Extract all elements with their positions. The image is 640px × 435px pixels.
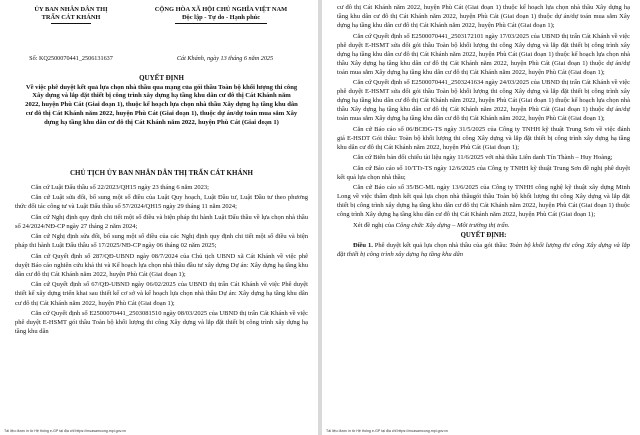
article-1-label: Điều 1. [353, 242, 373, 250]
legal-basis-paragraph: Căn cứ Quyết định số E2500070441_2503081510 ngày 08/03/2025 của UBND thị trấn Cát Khánh về việc phê duyệt E-HSMT gói thầu Toàn bộ khối lượng thi công Xây dựng và lắp đặt thiết bị công trình xây dựng hạ tầng khu dân [15, 309, 308, 336]
decision-title-block [25, 74, 298, 127]
legal-basis-paragraph: cư đô thị Cát Khánh năm 2022, huyện Phù Cát (Giai đoạn 1) thuộc kế hoạch lựa chọn nhà thầu Xây dựng hạ tầng khu dân cư đô thị Cát Khánh năm 2022, huyện Phù Cát (Giai đoạn 1) thuộc dự án/dự toán mua sắm Xây dựng hạ tầng khu dân cư đô thị Cát Khánh năm 2022, huyện Phù Cát (Giai đoạn 1); [337, 4, 630, 30]
legal-basis-paragraph: Căn cứ Báo cáo số 10/TTr-TS ngày 12/6/2025 của Công ty TNHH kỹ thuật Trung Sơn đề nghị phê duyệt kết quả lựa chọn nhà thầu; [337, 164, 630, 181]
article-1 [337, 241, 630, 259]
article-1-package-name: Toàn bộ khối lượng thi công Xây dựng và lắp đặt thiết bị công trình xây dựng hạ tầng khu dân [337, 242, 631, 259]
issuing-authority-line-2: TRẤN CÁT KHÁNH [41, 14, 101, 21]
document-page-right [322, 0, 640, 435]
issuing-official: CHỦ TỊCH ỦY BAN NHÂN DÂN THỊ TRẤN CÁT KHÁNH [70, 169, 253, 177]
request-prefix: Xét đề nghị của [353, 221, 396, 229]
country-name: CỘNG HÒA XÃ HỘI CHỦ NGHĨA VIỆT NAM [154, 6, 288, 13]
decides-heading: QUYẾT ĐỊNH: [460, 232, 507, 240]
issuing-authority [15, 6, 127, 24]
legal-basis-paragraph: Căn cứ Quyết định số 287/QĐ-UBND ngày 08/7/2024 của Chủ tịch UBND xã Cát Khánh về việc phê duyệt Báo cáo nghiên cứu khả thi và Kế hoạch lựa chọn nhà thầu đầu tư xây dựng Dự án: Xây dựng hạ tầng khu dân cư đô thị Cát Khánh năm 2022, huyện Phù Cát (Giai đoạn 1); [15, 252, 308, 278]
motto: Độc lập - Tự do - Hạnh phúc [181, 14, 261, 21]
legal-basis-paragraph: Căn cứ Quyết định số E2500070441_2503241634 ngày 24/03/2025 của UBND thị trấn Cát Khánh về việc phê duyệt E-HSMT sửa đổi gói thầu Toàn bộ khối lượng thi công Xây dựng và lắp đặt thiết bị công trình xây dựng hạ tầng khu dân cư đô thị Cát Khánh năm 2022, huyện Phù Cát (Giai đoạn 1) thuộc kế hoạch lựa chọn nhà thầu Xây dựng hạ tầng khu dân cư đô thị Cát Khánh năm 2022, huyện Phù Cát (Giai đoạn 1) thuộc dự án/dự toán mua sắm Xây dựng hạ tầng khu dân cư đô thị Cát Khánh năm 2022, huyện Phù Cát (Giai đoạn 1); [337, 79, 630, 123]
legal-basis-paragraph: Căn cứ Báo cáo số 35/BC-ML ngày 13/6/2025 của Công ty TNHH công nghệ kỹ thuật xây dựng Minh Long về việc thẩm định kết quả lựa chọn nhà thầugói thầu Toàn bộ khối lượng thi công Xây dựng và lắp đặt thiết bị công trình xây dựng hạ tầng khu dân cư đô thị Cát Khánh năm 2022, huyện Phù Cát (Giai đoạn 1) thuộc công trình Xây dựng hạ tầng khu dân cư đô thị Cát Khánh năm 2022, huyện Phù Cát (Giai đoạn 1); [337, 184, 630, 219]
decision-title: QUYẾT ĐỊNH [139, 74, 184, 82]
request-department: Công chức Xây dựng – Môi trường thị trấn. [395, 221, 510, 229]
document-page-left [0, 0, 318, 435]
document-number: Số: KQ2500070441_2506131637 [29, 55, 113, 62]
document-header [15, 0, 308, 70]
legal-basis-paragraph: Căn cứ Báo cáo số 06/BCĐG-TS ngày 31/5/2025 của Công ty TNHH kỹ thuật Trung Sơn về việc đánh giá E-HSDT Gói thầu: Toàn bộ khối lượng thi công Xây dựng và lắp đặt thiết bị công trình xây dựng hạ tầng khu dân cư đô thị Cát Khánh năm 2022, huyện Phù Cát (Giai đoạn 1); [337, 125, 630, 151]
legal-basis-paragraph: Căn cứ Nghị định quy định chi tiết một số điều và biện pháp thi hành Luật Đấu thầu về lựa chọn nhà thầu số 24/2024/NĐ-CP ngày 27 tháng 2 năm 2024; [15, 213, 308, 230]
document-date: Cát Khánh, ngày 13 tháng 6 năm 2025 [176, 55, 274, 62]
legal-basis-paragraph: Căn cứ Luật sửa đổi, bổ sung một số điều của Luật Quy hoạch, Luật Đầu tư, Luật Đầu tư theo phương thức đối tác công tư và Luật Đấu thầu số 57/2024/QH15 ngày 29 tháng 11 năm 2024; [15, 194, 308, 211]
legal-basis-paragraph: Căn cứ Biên bản đối chiếu tài liệu ngày 11/6/2025 với nhà thầu Liên danh Tín Thành – Huy Hoàng; [353, 154, 613, 162]
legal-basis-paragraph: Căn cứ Quyết định số E2500070441_2503172101 ngày 17/03/2025 của UBND thị trấn Cát Khánh về việc phê duyệt E-HSMT sửa đổi gói thầu Toàn bộ khối lượng thi công Xây dựng và lắp đặt thiết bị công trình xây dựng hạ tầng khu dân cư đô thị Cát Khánh năm 2022, huyện Phù Cát (Giai đoạn 1) thuộc kế hoạch lựa chọn nhà thầu Xây dựng hạ tầng khu dân cư đô thị Cát Khánh năm 2022, huyện Phù Cát (Giai đoạn 1) thuộc dự án/dự toán mua sắm Xây dựng hạ tầng khu dân cư đô thị Cát Khánh năm 2022, huyện Phù Cát (Giai đoạn 1); [337, 32, 630, 76]
decision-subject: Về việc phê duyệt kết quả lựa chọn nhà thầu qua mạng của gói thầu Toàn bộ khối lượng thi công Xây dựng và lắp đặt thiết bị công trình xây dựng hạ tầng khu dân cư đô thị Cát Khánh năm 2022, huyện Phù Cát (Giai đoạn 1), thuộc kế hoạch lựa chọn nhà thầu Xây dựng hạ tầng khu dân cư đô thị Cát Khánh năm 2022, huyện Phù Cát (Giai đoạn 1), thuộc dự án/dự toán mua sắm Xây dựng hạ tầng khu dân cư đô thị Cát Khánh năm 2022, huyện Phù Cát (Giai đoạn 1) [25, 83, 298, 126]
legal-basis-list-continued [337, 3, 630, 261]
header-right-rule [175, 23, 267, 24]
legal-basis-list [15, 183, 308, 337]
legal-basis-paragraph: Căn cứ Nghị định sửa đổi, bổ sung một số điều của các Nghị định quy định chi tiết một số điều và biện pháp thi hành Luật Đấu thầu số 17/2025/NĐ-CP ngày 06 tháng 02 năm 2025; [15, 233, 308, 250]
request-paragraph [337, 221, 630, 230]
page-footer: Tài liệu được in từ Hệ thống e-GP tại địa chỉ https://muasamcong.mpi.gov.vn [4, 429, 126, 433]
national-motto [133, 6, 309, 24]
page-footer: Tài liệu được in từ Hệ thống e-GP tại địa chỉ https://muasamcong.mpi.gov.vn [326, 429, 448, 433]
legal-basis-paragraph: Căn cứ Luật Đấu thầu số 22/2023/QH15 ngày 23 tháng 6 năm 2023; [31, 184, 209, 191]
legal-basis-paragraph: Căn cứ Quyết định số 67/QĐ-UBND ngày 06/02/2025 của UBND thị trấn Cát Khánh về việc Phê duyệt thiết kế xây dựng triển khai sau thiết kế cơ sở và kế hoạch lựa chọn nhà thầu Dự án: Xây dựng hạ tầng khu dân cư đô thị Cát Khánh năm 2022, huyện Phù Cát (Giai đoạn 1); [15, 281, 308, 307]
header-left-rule [51, 23, 91, 24]
issuing-authority-line-1: ỦY BAN NHÂN DÂN THỊ [34, 6, 108, 13]
article-1-text: Phê duyệt kết quả lựa chọn nhà thầu của gói thầu: [372, 242, 510, 250]
